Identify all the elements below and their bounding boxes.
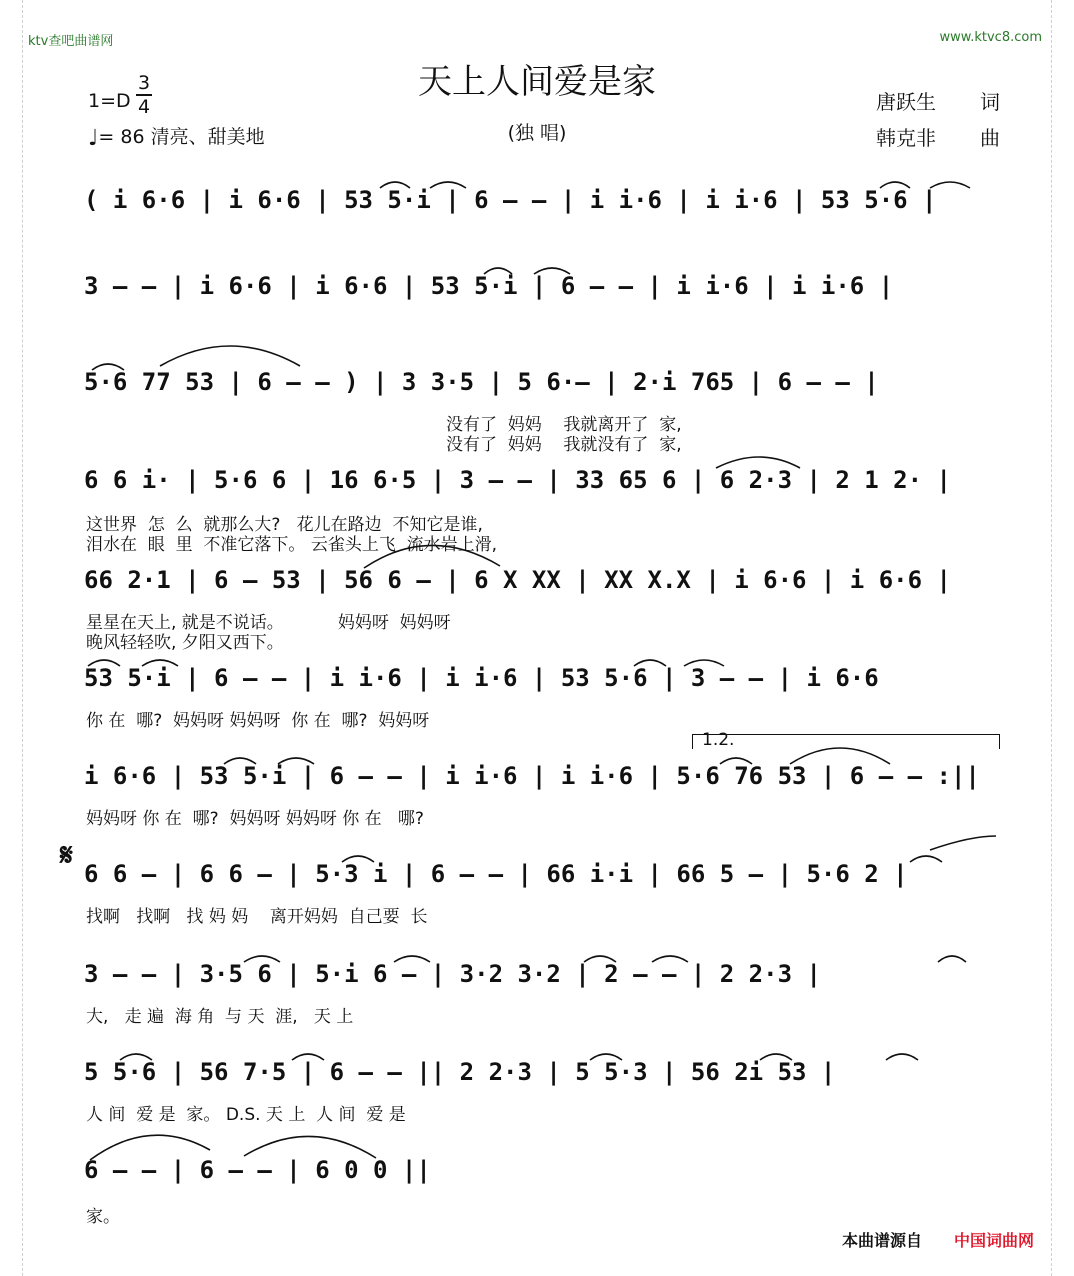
- volta-bracket: [692, 734, 1000, 749]
- score-line-3: 5·6 77 53 | 6 — — ) | 3 3·5 | 5 6·— | 2·i 765 | 6 — — |: [84, 368, 879, 396]
- song-title: 天上人间爱是家: [418, 62, 656, 102]
- lyrics-line-9: 大, 走 遍 海 角 与 天 涯, 天 上: [86, 1007, 354, 1027]
- score-line-7: i 6·6 | 53 5·i | 6 — — | i i·6 | i i·6 | 5·6 76 53 | 6 — — :||: [84, 762, 980, 790]
- lyrics-line-11: 家。: [86, 1207, 120, 1227]
- footer-source-label: 本曲谱源自: [842, 1231, 923, 1250]
- quarter-note-icon: ♩: [88, 126, 99, 151]
- lyrics-line-3-verse-1: 没有了 妈妈 我就离开了 家,: [446, 415, 682, 435]
- segno-icon: 𝄋: [60, 838, 73, 873]
- composer-name: 韩克非: [876, 126, 936, 150]
- volta-label: 1.2.: [702, 730, 735, 750]
- lyrics-line-4-verse-2: 泪水在 眼 里 不准它落下。 云雀头上飞 流水岩上滑,: [86, 535, 498, 555]
- score-line-1: ( i 6·6 | i 6·6 | 53 5·i | 6 — — | i i·6 | i i·6 | 53 5·6 |: [84, 186, 937, 214]
- lyrics-line-6: 你 在 哪? 妈妈呀 妈妈呀 你 在 哪? 妈妈呀: [86, 711, 430, 731]
- lyrics-line-5-verse-2: 晚风轻轻吹, 夕阳又西下。: [86, 633, 284, 653]
- lyrics-line-8: 找啊 找啊 找 妈 妈 离开妈妈 自己要 长: [86, 907, 428, 927]
- score-line-4: 6 6 i· | 5·6 6 | 16 6·5 | 3 — — | 33 65 6 | 6 2·3 | 2 1 2· |: [84, 466, 951, 494]
- site-label-left: ktv查吧曲谱网: [28, 34, 114, 49]
- time-signature: [136, 72, 152, 118]
- left-watermark-strip: [0, 0, 23, 1276]
- slur-20: [910, 856, 942, 862]
- score-line-9: 3 — — | 3·5 6 | 5·i 6 — | 3·2 3·2 | 2 — — | 2 2·3 |: [84, 960, 821, 988]
- score-line-2: 3 — — | i 6·6 | i 6·6 | 53 5·i | 6 — — | i i·6 | i i·6 |: [84, 272, 894, 300]
- lyrics-line-10: 人 间 爱 是 家。 D.S. 天 上 人 间 爱 是: [86, 1105, 406, 1125]
- lyrics-line-7: 妈妈呀 你 在 哪? 妈妈呀 妈妈呀 你 在 哪?: [86, 809, 424, 829]
- key-signature: 1=D: [88, 90, 131, 112]
- slur-21: [930, 836, 996, 850]
- score-line-11: 6 — — | 6 — — | 6 0 0 ||: [84, 1156, 431, 1184]
- score-line-10: 5 5·6 | 56 7·5 | 6 — — || 2 2·3 | 5 5·3 | 56 2i 53 |: [84, 1058, 836, 1086]
- song-subtitle: (独 唱): [507, 122, 567, 144]
- right-watermark-strip: [1051, 0, 1074, 1276]
- lyrics-line-4-verse-1: 这世界 怎 么 就那么大? 花儿在路边 不知它是谁,: [86, 515, 483, 535]
- slur-33: [244, 1136, 376, 1158]
- composer-role: 曲: [980, 126, 1000, 150]
- footer-source-site: 中国词曲网: [954, 1231, 1035, 1250]
- slur-26: [938, 956, 966, 962]
- score-line-8: 6 6 — | 6 6 — | 5·3 i | 6 — — | 66 i·i | 66 5 — | 5·6 2 |: [84, 860, 908, 888]
- lyricist-name: 唐跃生: [876, 90, 936, 114]
- score-line-6: 53 5·i | 6 — — | i i·6 | i i·6 | 53 5·6 | 3 — — | i 6·6: [84, 664, 879, 692]
- lyrics-line-5-verse-1: 星星在天上, 就是不说话。 妈妈呀 妈妈呀: [86, 613, 451, 633]
- score-line-5: 66 2·1 | 6 — 53 | 56 6 — | 6 X XX | XX X.X | i 6·6 | i 6·6 |: [84, 566, 951, 594]
- lyricist-role: 词: [980, 90, 1000, 114]
- lyrics-line-3-verse-2: 没有了 妈妈 我就没有了 家,: [446, 435, 682, 455]
- slur-8: [160, 346, 300, 366]
- tempo-marking: [88, 122, 265, 151]
- tempo-text: = 86 清亮、甜美地: [98, 126, 265, 148]
- site-label-right: www.ktvc8.com: [939, 30, 1042, 45]
- slur-31: [886, 1054, 918, 1060]
- time-signature-top: 3: [138, 72, 151, 94]
- time-signature-bottom: 4: [138, 96, 151, 118]
